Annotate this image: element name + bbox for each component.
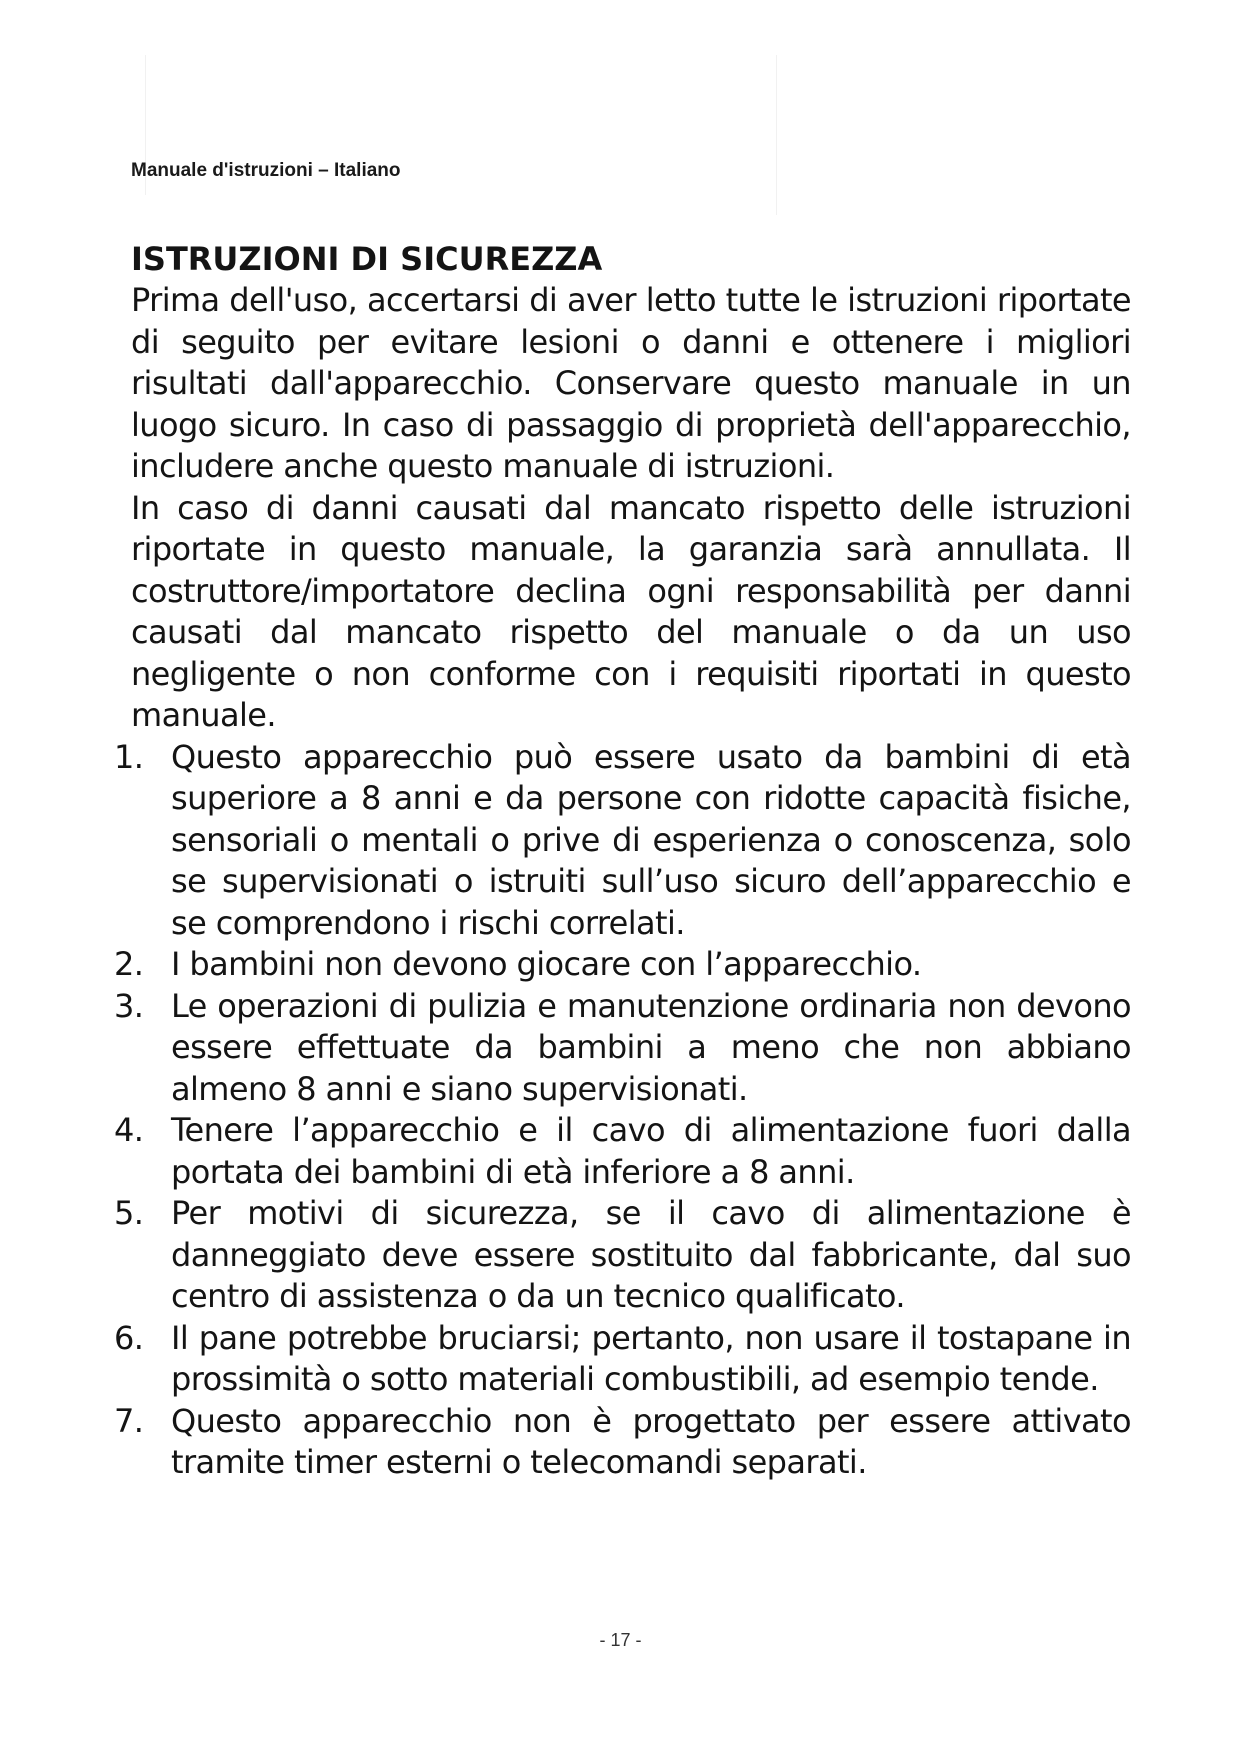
list-item-text: Il pane potrebbe bruciarsi; pertanto, non usare il tostapane in prossimità o sotto materiali combustibili, ad esempio tende. — [171, 1318, 1131, 1398]
warranty-paragraph: In caso di danni causati dal mancato rispetto delle istruzioni riportate in questo manuale, la garanzia sarà annullata. Il costruttore/importatore declina ogni responsabilità per danni causati dal mancato rispetto del manuale o da un uso negligente o non conforme con i requisiti riportati in questo manuale. — [131, 488, 1131, 734]
list-item-text: Questo apparecchio può essere usato da bambini di età superiore a 8 anni e da persone con ridotte capacità fisiche, sensoriali o mentali o prive di esperienza o conoscenza, solo se supervisionati o istruiti sull’uso sicuro dell’apparecchio e se comprendono i rischi correlati. — [171, 737, 1131, 942]
list-item — [114, 986, 1131, 1111]
list-item — [114, 737, 1131, 945]
safety-section — [114, 238, 1131, 1484]
list-item-number: 4. — [114, 1111, 144, 1149]
list-item-number: 3. — [114, 986, 144, 1025]
list-item-number: 2. — [114, 945, 144, 983]
list-item-number: 1. — [114, 737, 144, 776]
list-item-text: I bambini non devono giocare con l’apparecchio. — [171, 945, 922, 983]
list-item — [114, 944, 1131, 986]
list-item-number: 6. — [114, 1318, 144, 1357]
list-item — [114, 1193, 1131, 1318]
list-item — [114, 1401, 1131, 1484]
list-item-number: 5. — [114, 1194, 144, 1232]
list-item-text: Le operazioni di pulizia e manutenzione ordinaria non devono essere effettuate da bambini a meno che non abbiano almeno 8 anni e siano supervisionati. — [171, 986, 1131, 1108]
scan-artifact-line — [776, 55, 777, 215]
list-item-text: Tenere l’apparecchio e il cavo di alimentazione fuori dalla portata dei bambini di età inferiore a 8 anni. — [171, 1111, 1131, 1191]
list-item-text: Questo apparecchio non è progettato per essere attivato tramite timer esterni o telecomandi separati. — [171, 1401, 1131, 1481]
page-number: - 17 - — [599, 1630, 642, 1650]
page-header: Manuale d'istruzioni – Italiano — [131, 160, 401, 181]
section-title: ISTRUZIONI DI SICUREZZA — [131, 240, 603, 278]
list-item-text: Per motivi di sicurezza, se il cavo di alimentazione è danneggiato deve essere sostituito dal fabbricante, dal suo centro di assistenza o da un tecnico qualificato. — [171, 1194, 1131, 1315]
list-item — [114, 1110, 1131, 1193]
list-item — [114, 1318, 1131, 1401]
list-item-number: 7. — [114, 1401, 144, 1440]
safety-rules-list — [114, 737, 1131, 1484]
intro-paragraph: Prima dell'uso, accertarsi di aver letto tutte le istruzioni riportate di seguito per evitare lesioni o danni e ottenere i migliori risultati dall'apparecchio. Conservare questo manuale in un luogo sicuro. In caso di passaggio di proprietà dell'apparecchio, includere anche questo manuale di istruzioni. — [131, 281, 1131, 485]
